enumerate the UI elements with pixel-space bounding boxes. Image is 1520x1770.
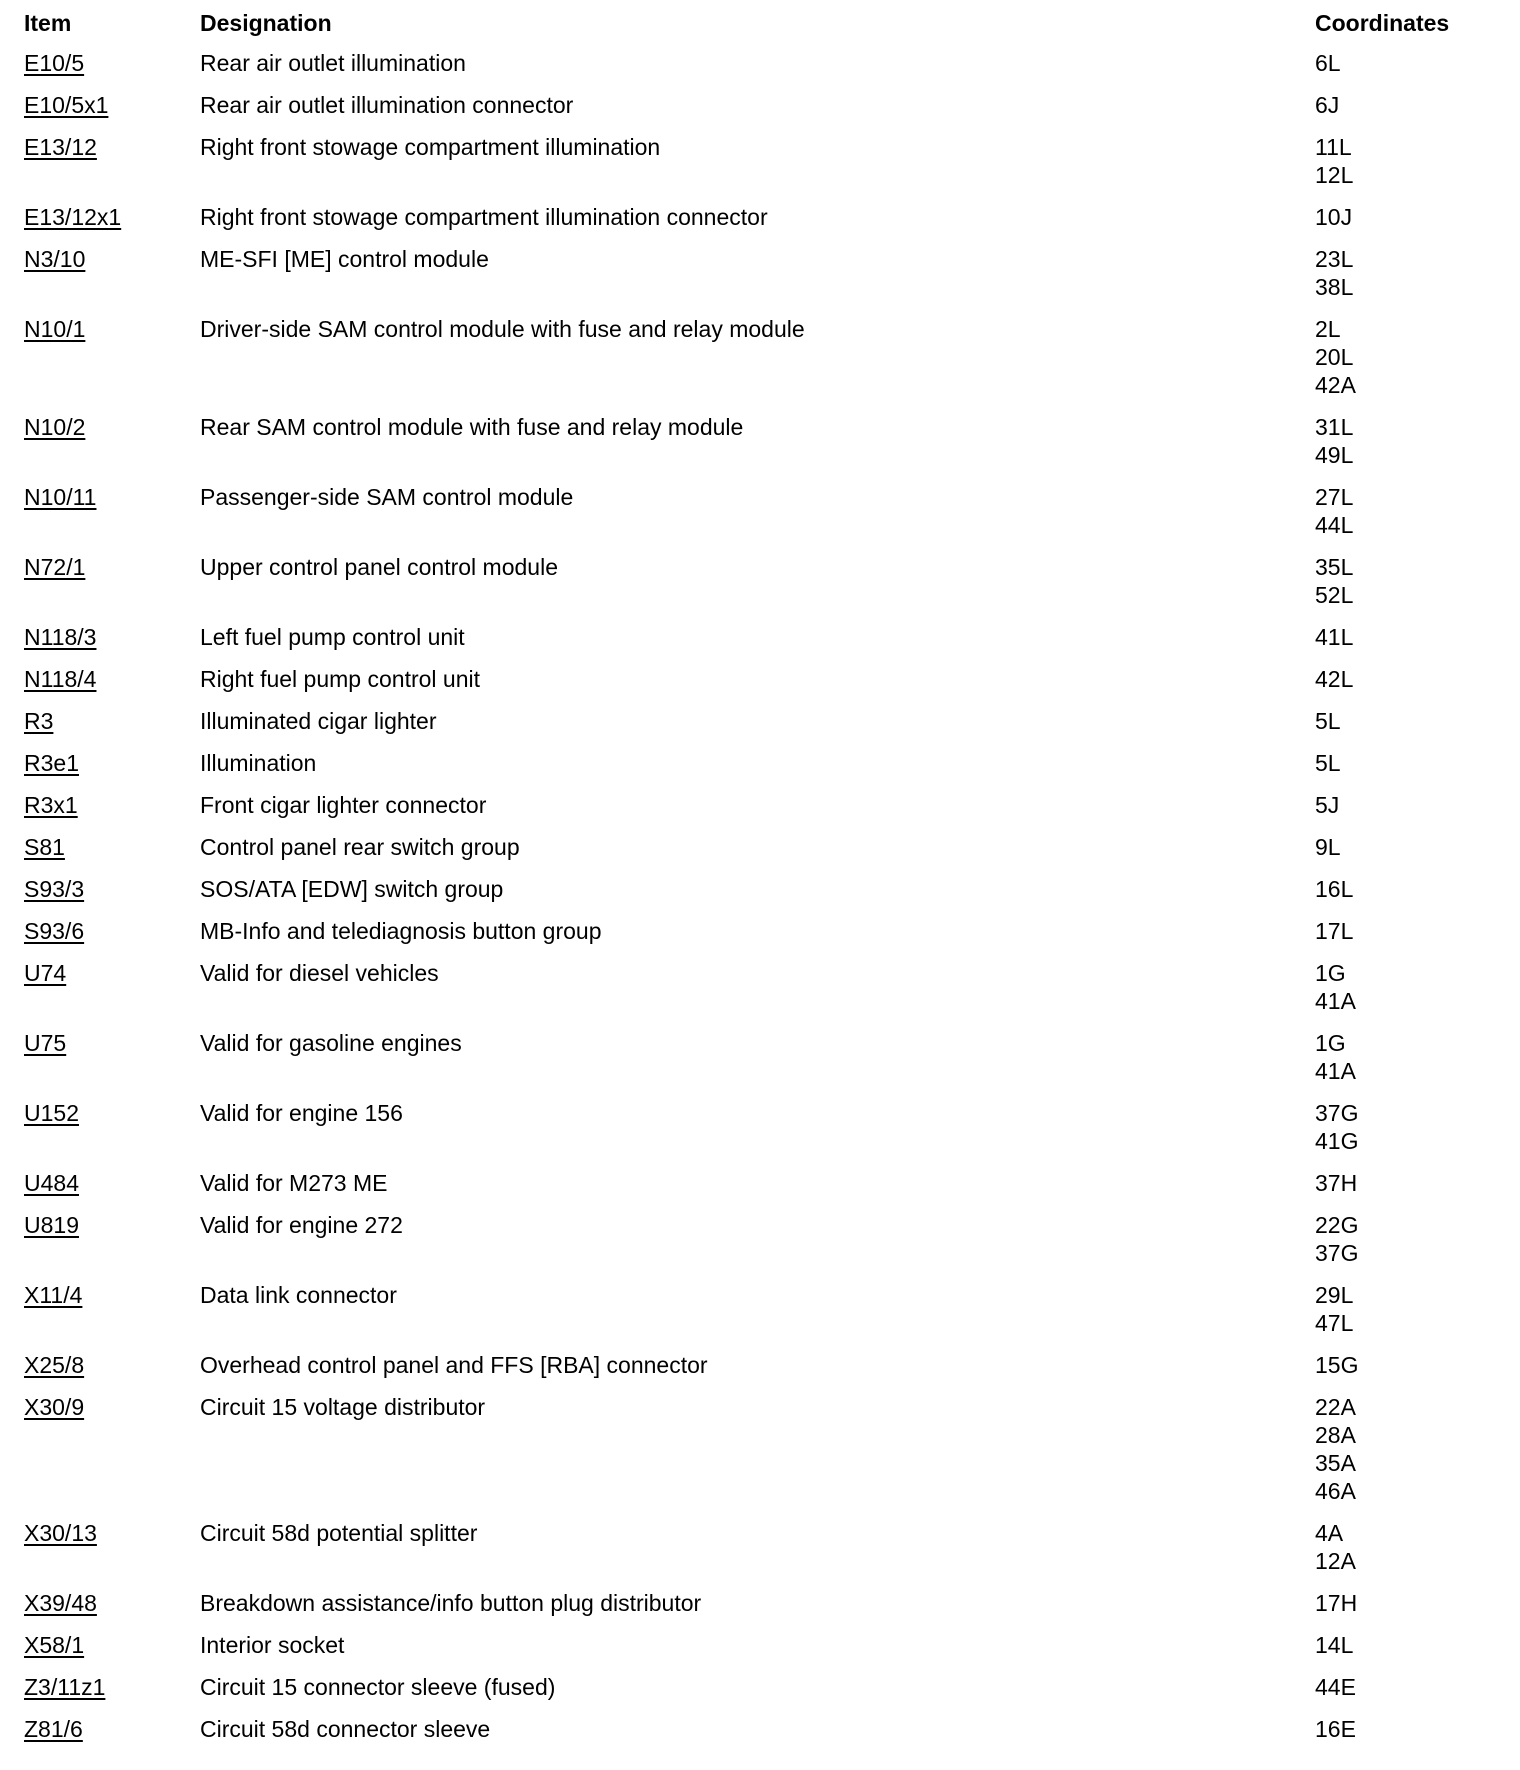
coordinate-value: 41A [1315,988,1356,1014]
designation-cell: ME-SFI [ME] control module [200,246,489,272]
designation-cell: Rear SAM control module with fuse and relay module [200,414,744,440]
designation-cell: Breakdown assistance/info button plug distributor [200,1590,702,1616]
table-row [0,784,1520,826]
table-row [0,1666,1520,1708]
table-row [0,1512,1520,1582]
coordinate-value: 11L [1315,134,1352,160]
coordinate-value: 46A [1315,1478,1356,1504]
designation-cell: Circuit 58d potential splitter [200,1520,478,1546]
table-row [0,742,1520,784]
designation-cell: Illumination [200,750,317,776]
designation-cell: Valid for gasoline engines [200,1030,462,1056]
coordinate-value: 15G [1315,1352,1359,1378]
coordinates-cell [1315,952,1520,1015]
coordinates-cell [1315,616,1520,651]
table-row [0,42,1520,84]
coordinates-cell [1315,1708,1520,1743]
table-row [0,84,1520,126]
item-link[interactable]: N10/1 [24,316,86,342]
table-row [0,1582,1520,1624]
item-link[interactable]: S93/6 [24,918,85,944]
coordinate-value: 31L [1315,414,1354,440]
item-link[interactable]: X25/8 [24,1352,85,1378]
coordinate-value: 22G [1315,1212,1359,1238]
coordinates-cell [1315,1582,1520,1617]
item-cell [0,1624,200,1659]
table-row [0,1162,1520,1204]
coordinates-cell [1315,868,1520,903]
coordinate-value: 6J [1315,92,1340,118]
designation-cell: Overhead control panel and FFS [RBA] connector [200,1352,708,1378]
item-cell [0,1708,200,1743]
item-link[interactable]: E13/12 [24,134,97,160]
coordinate-value: 12L [1315,162,1354,188]
designation-cell: Rear air outlet illumination connector [200,92,574,118]
designation-cell: Passenger-side SAM control module [200,484,574,510]
coordinate-value: 41A [1315,1058,1356,1084]
designation-cell: Upper control panel control module [200,554,558,580]
table-row [0,1344,1520,1386]
coordinate-value: 6L [1315,50,1341,76]
item-link[interactable]: E10/5x1 [24,92,109,118]
coordinates-cell [1315,126,1520,189]
table-row [0,1274,1520,1344]
item-cell [0,826,200,861]
item-cell [0,616,200,651]
coordinate-value: 1G [1315,960,1346,986]
coordinate-value: 23L [1315,246,1354,272]
table-row [0,476,1520,546]
item-link[interactable]: N118/3 [24,624,97,650]
coordinate-value: 52L [1315,582,1354,608]
item-link[interactable]: Z81/6 [24,1716,83,1742]
item-cell [0,868,200,903]
coordinate-value: 44L [1315,512,1354,538]
item-cell [0,952,200,987]
item-link[interactable]: R3e1 [24,750,79,776]
item-cell [0,1274,200,1309]
item-link[interactable]: U484 [24,1170,79,1196]
designation-cell: Control panel rear switch group [200,834,520,860]
table-row [0,546,1520,616]
coordinates-cell [1315,238,1520,301]
item-link[interactable]: N118/4 [24,666,97,692]
item-link[interactable]: U75 [24,1030,67,1056]
item-link[interactable]: U74 [24,960,67,986]
item-cell [0,784,200,819]
table-row [0,658,1520,700]
coordinate-value: 4A [1315,1520,1344,1546]
item-cell [0,42,200,77]
item-link[interactable]: N3/10 [24,246,86,272]
designation-cell: Right front stowage compartment illumination connector [200,204,768,230]
coordinate-value: 16E [1315,1716,1356,1742]
designation-cell: Valid for engine 272 [200,1212,403,1238]
item-cell [0,196,200,231]
item-cell [0,658,200,693]
coordinate-value: 5L [1315,750,1341,776]
coordinates-cell [1315,1204,1520,1267]
coordinates-cell [1315,1666,1520,1701]
item-cell [0,308,200,343]
coordinate-value: 41G [1315,1128,1359,1154]
coordinate-value: 10J [1315,204,1353,230]
table-body [0,42,1520,1750]
coordinates-cell [1315,42,1520,77]
item-link[interactable]: S93/3 [24,876,85,902]
coordinate-value: 37H [1315,1170,1358,1196]
designation-cell: Circuit 58d connector sleeve [200,1716,491,1742]
item-link[interactable]: R3 [24,708,54,734]
coordinates-cell [1315,546,1520,609]
item-cell [0,546,200,581]
designation-cell: SOS/ATA [EDW] switch group [200,876,504,902]
coordinates-cell [1315,84,1520,119]
coordinates-cell [1315,1386,1520,1505]
coordinate-value: 41L [1315,624,1354,650]
table-row [0,238,1520,308]
table-row [0,1624,1520,1666]
designation-cell: Illuminated cigar lighter [200,708,437,734]
item-link[interactable]: X58/1 [24,1632,85,1658]
coordinate-value: 2L [1315,316,1341,342]
item-cell [0,1022,200,1057]
coordinate-value: 44E [1315,1674,1356,1700]
coordinate-value: 49L [1315,442,1354,468]
coordinate-value: 37G [1315,1100,1359,1126]
item-link[interactable]: R3x1 [24,792,78,818]
item-cell [0,1666,200,1701]
designation-cell: MB-Info and telediagnosis button group [200,918,602,944]
designation-cell: Front cigar lighter connector [200,792,487,818]
table-row [0,868,1520,910]
item-cell [0,742,200,777]
table-row [0,1092,1520,1162]
coordinates-cell [1315,1022,1520,1085]
designation-cell: Driver-side SAM control module with fuse and relay module [200,316,805,342]
coordinate-value: 1G [1315,1030,1346,1056]
coordinate-value: 16L [1315,876,1354,902]
item-link[interactable]: X11/4 [24,1282,83,1308]
table-row [0,126,1520,196]
coordinate-value: 20L [1315,344,1354,370]
designation-cell: Left fuel pump control unit [200,624,465,650]
header-coordinates: Coordinates [1315,10,1450,36]
coordinate-value: 17L [1315,918,1354,944]
item-link[interactable]: X39/48 [24,1590,97,1616]
coordinate-value: 5J [1315,792,1340,818]
header-designation: Designation [200,10,332,36]
coordinate-value: 5L [1315,708,1341,734]
coordinate-value: 28A [1315,1422,1356,1448]
item-link[interactable]: X30/9 [24,1394,85,1420]
coordinates-cell [1315,406,1520,469]
item-link[interactable]: X30/13 [24,1520,97,1546]
coordinate-value: 22A [1315,1394,1356,1420]
table-row [0,1386,1520,1512]
designation-cell: Valid for engine 156 [200,1100,403,1126]
coordinates-cell [1315,1162,1520,1197]
item-cell [0,910,200,945]
designation-cell: Right fuel pump control unit [200,666,480,692]
designation-cell: Rear air outlet illumination [200,50,466,76]
item-cell [0,1512,200,1547]
item-cell [0,126,200,161]
coordinate-value: 37G [1315,1240,1359,1266]
item-link[interactable]: E10/5 [24,50,85,76]
table-row [0,196,1520,238]
table-row [0,910,1520,952]
item-cell [0,1204,200,1239]
designation-cell: Data link connector [200,1282,397,1308]
coordinate-value: 12A [1315,1548,1356,1574]
item-cell [0,238,200,273]
coordinates-cell [1315,784,1520,819]
coordinate-value: 17H [1315,1590,1358,1616]
item-link[interactable]: E13/12x1 [24,204,122,230]
item-cell [0,1092,200,1127]
coordinate-value: 47L [1315,1310,1354,1336]
item-cell [0,406,200,441]
coordinate-value: 27L [1315,484,1354,510]
coordinates-cell [1315,1512,1520,1575]
coordinate-value: 38L [1315,274,1354,300]
item-cell [0,1386,200,1421]
coordinate-value: 9L [1315,834,1341,860]
coordinate-value: 35L [1315,554,1354,580]
item-link[interactable]: U819 [24,1212,79,1238]
table-row [0,308,1520,406]
coordinates-cell [1315,1092,1520,1155]
item-link[interactable]: S81 [24,834,65,860]
table-row [0,406,1520,476]
table-row [0,616,1520,658]
item-cell [0,476,200,511]
coordinates-cell [1315,658,1520,693]
coordinates-cell [1315,196,1520,231]
item-cell [0,1344,200,1379]
designation-cell: Circuit 15 connector sleeve (fused) [200,1674,556,1700]
designation-cell: Circuit 15 voltage distributor [200,1394,486,1420]
coordinate-value: 35A [1315,1450,1356,1476]
item-link[interactable]: Z3/11z1 [24,1674,106,1700]
coordinates-cell [1315,476,1520,539]
table-row [0,1204,1520,1274]
coordinates-cell [1315,910,1520,945]
coordinates-cell [1315,1624,1520,1659]
item-link[interactable]: N72/1 [24,554,86,580]
table-header [0,0,1520,42]
item-cell [0,1162,200,1197]
coordinates-cell [1315,826,1520,861]
item-link[interactable]: U152 [24,1100,79,1126]
coordinate-value: 42L [1315,666,1354,692]
designation-cell: Valid for M273 ME [200,1170,388,1196]
table-row [0,826,1520,868]
designation-cell: Valid for diesel vehicles [200,960,439,986]
coordinate-value: 29L [1315,1282,1354,1308]
table-row [0,1708,1520,1750]
table-row [0,952,1520,1022]
coordinates-cell [1315,1274,1520,1337]
item-cell [0,84,200,119]
header-item: Item [24,10,72,36]
coordinate-value: 42A [1315,372,1356,398]
item-link[interactable]: N10/2 [24,414,86,440]
coordinate-value: 14L [1315,1632,1354,1658]
designation-cell: Interior socket [200,1632,345,1658]
coordinates-cell [1315,1344,1520,1379]
coordinates-cell [1315,700,1520,735]
designation-cell: Right front stowage compartment illumination [200,134,661,160]
coordinates-cell [1315,308,1520,399]
item-cell [0,1582,200,1617]
table-row [0,1022,1520,1092]
table-row [0,700,1520,742]
item-cell [0,700,200,735]
item-link[interactable]: N10/11 [24,484,97,510]
coordinates-cell [1315,742,1520,777]
